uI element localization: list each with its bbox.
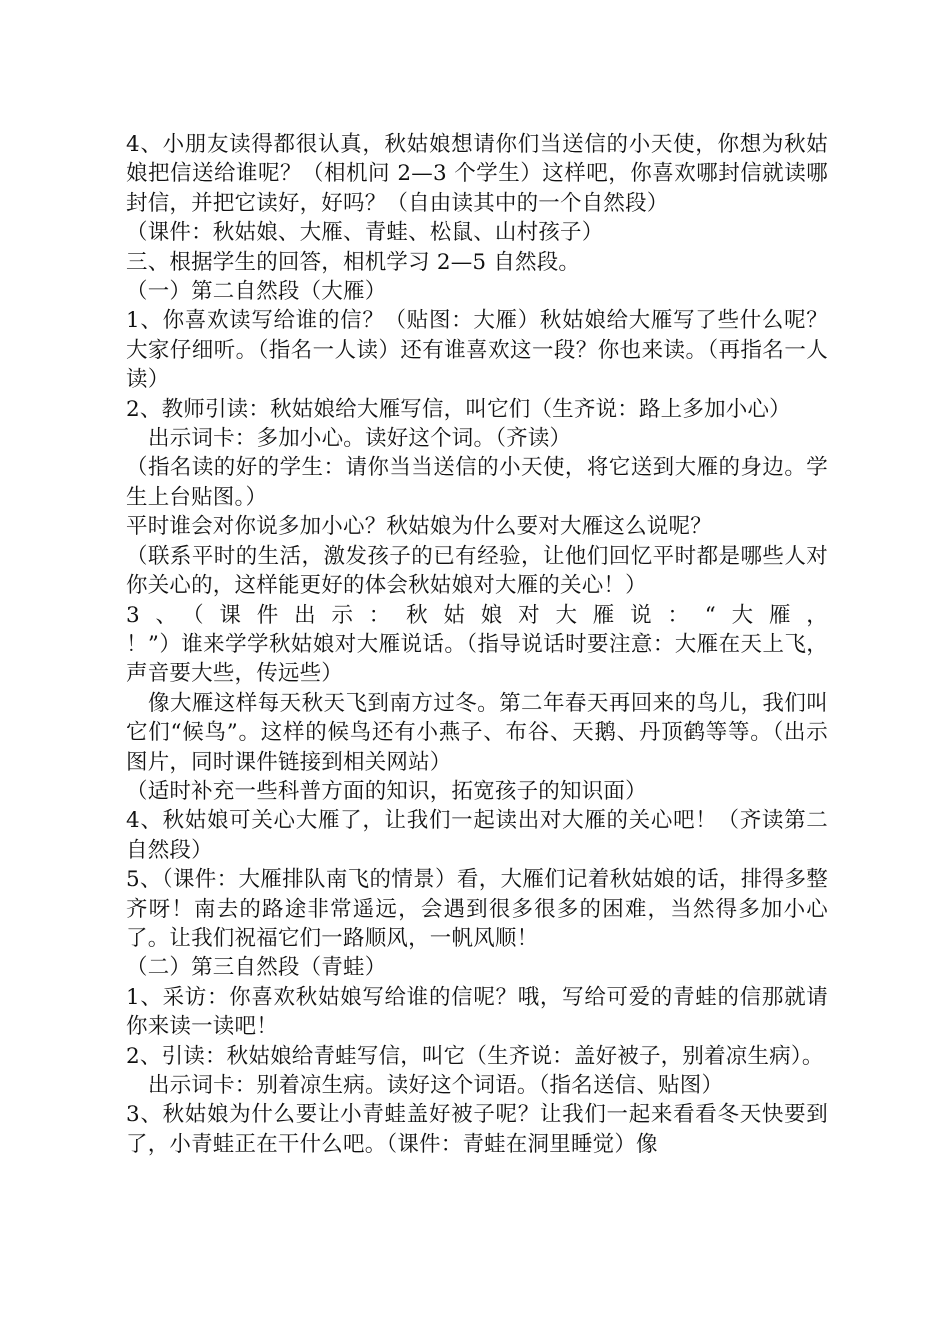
paragraph-14: （适时补充一些科普方面的知识，拓宽孩子的知识面） [126,778,647,804]
paragraph-7: 出示词卡：多加小心。读好这个词。（齐读） [148,426,572,452]
paragraph-13: 像大雁这样每天秋天飞到南方过冬。第二年春天再回来的鸟儿，我们叫它们“候鸟”。这样的候鸟还有小燕子、布谷、天鹅、丹顶鹤等等。（出示图片，同时课件链接到相关网站） [126,690,828,775]
paragraph-18: 1、采访：你喜欢秋姑娘写给谁的信呢？哦，写给可爱的青蛙的信那就请你来读一读吧！ [126,984,828,1040]
paragraph-1: 4、小朋友读得都很认真，秋姑娘想请你们当送信的小天使，你想为秋姑娘把信送给谁呢？（相机问 2—3 个学生）这样吧，你喜欢哪封信就读哪封信，并把它读好，好吗？（自由读其中的一个自然段） [126,132,828,216]
paragraph-4: （一）第二自然段（大雁） [126,279,387,305]
paragraph-20: 出示词卡：别着凉生病。读好这个词语。（指名送信、贴图） [148,1073,724,1098]
paragraph-6: 2、教师引读：秋姑娘给大雁写信，叫它们（生齐说：路上多加小心） [126,396,791,422]
paragraph-10: （联系平时的生活，激发孩子的已有经验，让他们回忆平时都是哪些人对你关心的，这样能更好的体会秋姑娘对大雁的关心！） [126,543,828,599]
paragraph-17: （二）第三自然段（青蛙） [126,955,387,981]
paragraph-15: 4、秋姑娘可关心大雁了，让我们一起读出对大雁的关心吧！（齐读第二自然段） [126,808,828,863]
paragraph-8: （指名读的好的学生：请你当当送信的小天使，将它送到大雁的身边。学生上台贴图。） [126,455,828,510]
paragraph-5: 1、你喜欢读写给谁的信？（贴图：大雁）秋姑娘给大雁写了些什么呢？大家仔细听。（指名一人读）还有谁喜欢这一段？你也来读。（再指名一人读） [126,308,828,393]
paragraph-3: 三、根据学生的回答，相机学习 2—5 自然段。 [126,249,581,275]
paragraph-11: 3、（课件出示：秋姑娘对大雁说：“大雁， [126,602,828,628]
paragraph-12: ！”）谁来学学秋姑娘对大雁说话。（指导说话时要注意：大雁在天上飞，声音要大些，传远些） [126,631,828,687]
paragraph-9: 平时谁会对你说多加小心？秋姑娘为什么要对大雁这么说呢？ [126,514,712,540]
paragraph-21: 3、秋姑娘为什么要让小青蛙盖好被子呢？让我们一起来看看冬天快要到了，小青蛙正在干什么吧。（课件：青蛙在洞里睡觉）像 [126,1102,828,1157]
paragraph-19: 2、引读：秋姑娘给青蛙写信，叫它（生齐说：盖好被子，别着凉生病）。 [126,1043,824,1069]
paragraph-2: （课件：秋姑娘、大雁、青蛙、松鼠、山村孩子） [126,220,604,246]
paragraph-16: 5、（课件：大雁排队南飞的情景）看，大雁们记着秋姑娘的话，排得多整齐呀！南去的路途非常遥远，会遇到很多很多的困难，当然得多加小心了。让我们祝福它们一路顺风，一帆风顺！ [126,867,828,951]
document-body [126,130,828,1159]
